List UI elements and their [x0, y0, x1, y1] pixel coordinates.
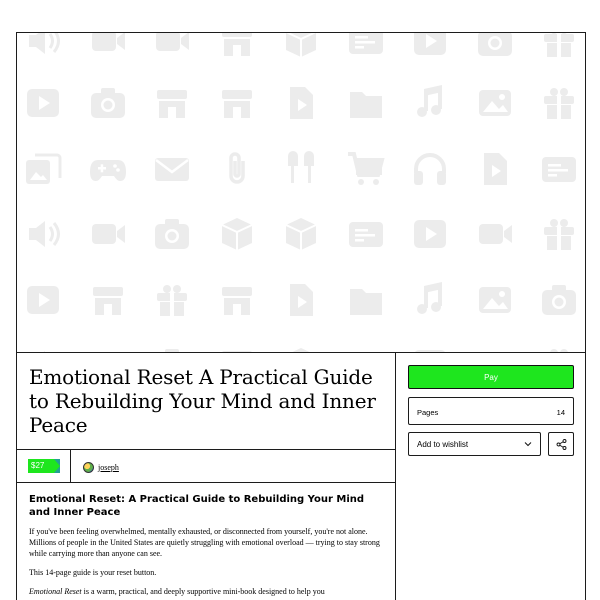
description-paragraph	[29, 586, 383, 597]
image-icon	[475, 83, 515, 123]
store-icon	[217, 33, 257, 61]
camera-icon	[475, 33, 515, 61]
play-icon	[410, 344, 450, 353]
add-to-wishlist-select[interactable]	[408, 432, 541, 456]
paperclip-icon	[217, 149, 257, 189]
play-icon	[23, 280, 63, 320]
price-label: $27	[31, 461, 45, 470]
video-camera-icon	[88, 214, 128, 254]
description-emphasis: Emotional Reset	[29, 587, 82, 596]
camera-icon	[88, 83, 128, 123]
wishlist-label: Add to wishlist	[417, 440, 469, 449]
play-icon	[410, 33, 450, 61]
folder-icon	[346, 280, 386, 320]
image-icon	[475, 280, 515, 320]
chevron-down-icon	[523, 439, 533, 449]
store-icon	[217, 280, 257, 320]
cube-icon	[281, 344, 321, 353]
camera-icon	[152, 214, 192, 254]
speaker-icon	[23, 214, 63, 254]
store-icon	[152, 83, 192, 123]
document-icon	[475, 149, 515, 189]
camera-icon	[539, 280, 579, 320]
avatar	[83, 462, 94, 473]
pay-button[interactable]: Pay	[408, 365, 574, 389]
cube-icon	[281, 33, 321, 61]
product-meta	[17, 450, 395, 483]
pages-info	[408, 397, 574, 425]
music-icon	[410, 83, 450, 123]
text-box-icon	[539, 149, 579, 189]
description-text: is a warm, practical, and deeply supportive mini-book designed to help you	[81, 587, 325, 596]
cube-icon	[217, 214, 257, 254]
gift-icon	[539, 214, 579, 254]
gift-icon	[539, 33, 579, 61]
play-icon	[23, 83, 63, 123]
cart-icon	[346, 149, 386, 189]
purchase-panel	[396, 353, 585, 600]
author-name[interactable]: joseph	[98, 462, 119, 472]
video-camera-icon	[88, 344, 128, 353]
folder-icon	[346, 83, 386, 123]
mail-icon	[152, 149, 192, 189]
video-camera-icon	[152, 33, 192, 61]
share-icon	[556, 439, 567, 450]
camera-icon	[152, 344, 192, 353]
cover-image	[17, 33, 585, 353]
pages-label: Pages	[417, 408, 439, 417]
text-box-icon	[346, 214, 386, 254]
photos-icon	[23, 149, 63, 189]
title-section	[17, 353, 395, 450]
video-camera-icon	[88, 33, 128, 61]
gift-icon	[539, 83, 579, 123]
store-icon	[88, 280, 128, 320]
description-paragraph: If you've been feeling overwhelmed, mentally exhausted, or disconnected from yourself, you're not alone. Millions of people in the United States are quietly struggling with emotional overload — trying to stay strong while carrying more than anyone can see.	[29, 527, 380, 558]
gamepad-icon	[88, 149, 128, 189]
cube-icon	[281, 214, 321, 254]
share-button[interactable]	[548, 432, 574, 456]
speaker-icon	[23, 344, 63, 353]
video-camera-icon	[475, 344, 515, 353]
video-camera-icon	[475, 214, 515, 254]
earbuds-icon	[281, 149, 321, 189]
description-heading: Emotional Reset: A Practical Guide to Rebuilding Your Mind and Inner Peace	[29, 494, 365, 518]
text-box-icon	[346, 344, 386, 353]
author-link[interactable]	[83, 459, 119, 475]
description-paragraph: This 14-page guide is your reset button.	[29, 568, 157, 577]
headphones-icon	[410, 149, 450, 189]
speaker-icon	[23, 33, 63, 61]
music-icon	[410, 280, 450, 320]
store-icon	[217, 344, 257, 353]
product-description	[17, 483, 395, 597]
text-box-icon	[346, 33, 386, 61]
play-icon	[410, 214, 450, 254]
product-main	[17, 353, 396, 600]
product-card	[16, 32, 586, 600]
price-cell	[17, 450, 71, 482]
document-icon	[281, 83, 321, 123]
pages-value: 14	[556, 408, 565, 417]
product-title: Emotional Reset A Practical Guide to Rebuilding Your Mind and Inner Peace	[29, 365, 376, 437]
gift-icon	[152, 280, 192, 320]
gift-icon	[539, 344, 579, 353]
document-icon	[281, 280, 321, 320]
store-icon	[217, 83, 257, 123]
